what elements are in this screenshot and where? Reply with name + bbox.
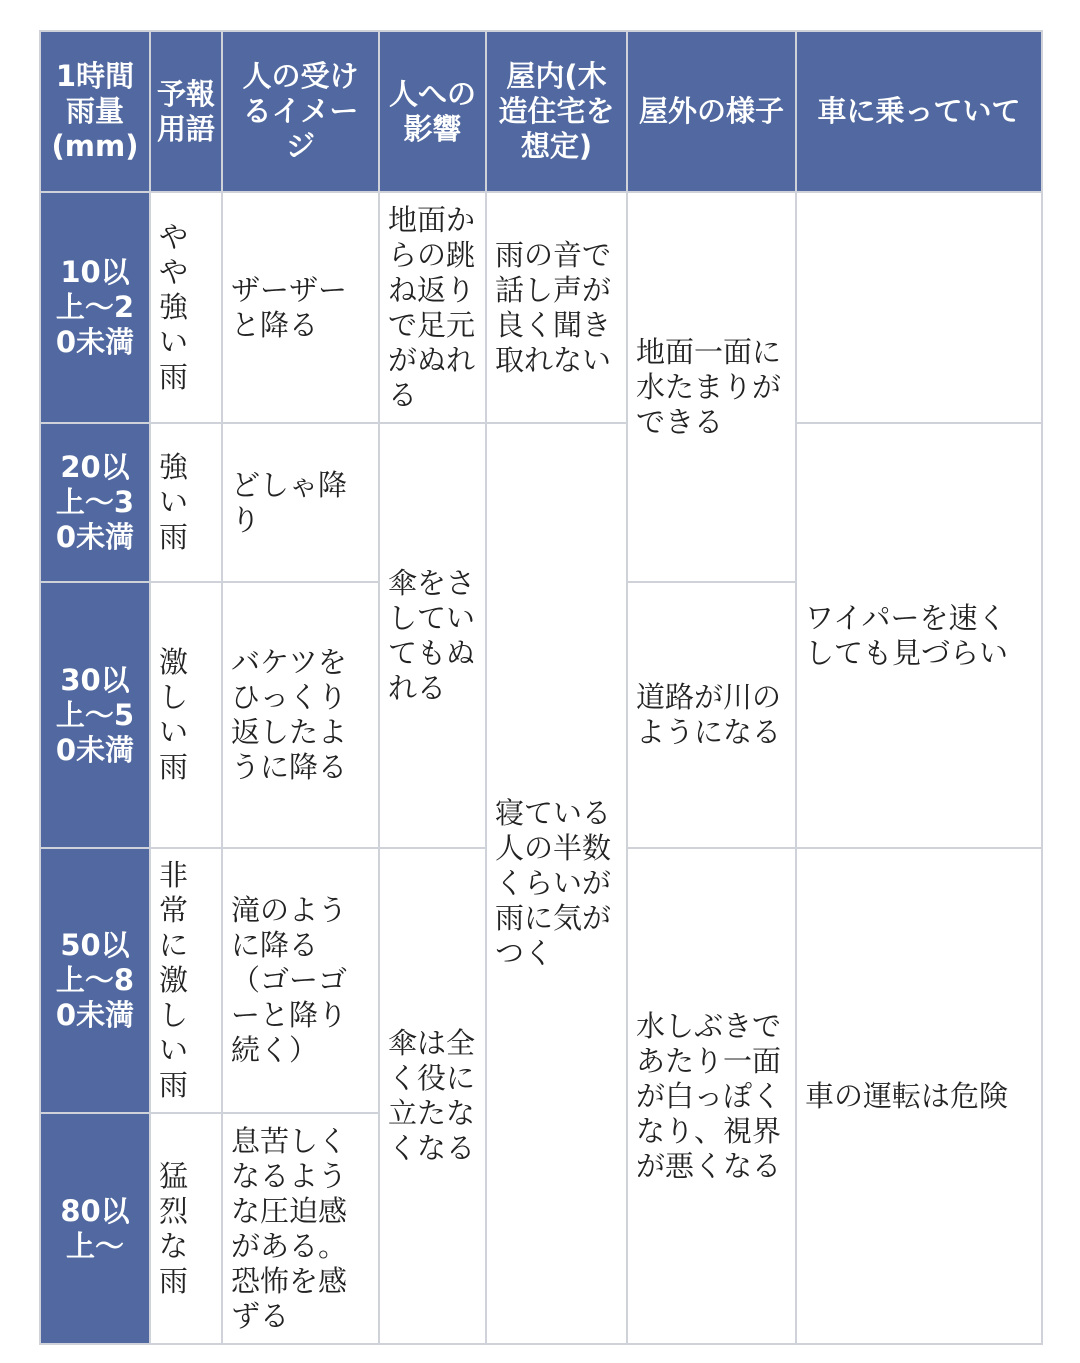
rainfall-amount-cell: 50以上〜80未満	[40, 848, 150, 1113]
table-row	[40, 192, 1042, 423]
in-car-cell	[796, 192, 1042, 423]
header-perceived-image: 人の受けるイメージ	[222, 31, 379, 192]
effect-on-people-cell: 地面からの跳ね返りで足元がぬれる	[379, 192, 486, 423]
perceived-image-cell: どしゃ降り	[222, 423, 379, 582]
rainfall-amount-cell: 10以上〜20未満	[40, 192, 150, 423]
in-car-cell: 車の運転は危険	[796, 848, 1042, 1344]
indoor-cell: 雨の音で話し声が良く聞き取れない	[486, 192, 627, 423]
table-row	[40, 423, 1042, 582]
effect-on-people-cell: 傘は全く役に立たなくなる	[379, 848, 486, 1344]
forecast-term-cell: 非常に激しい雨	[150, 848, 222, 1113]
effect-on-people-cell: 傘をさしていてもぬれる	[379, 423, 486, 848]
perceived-image-cell: ザーザーと降る	[222, 192, 379, 423]
outdoor-cell: 地面一面に水たまりができる	[627, 192, 796, 582]
header-outdoor: 屋外の様子	[627, 31, 796, 192]
rainfall-amount-cell: 20以上〜30未満	[40, 423, 150, 582]
rainfall-intensity-table	[39, 30, 1043, 1345]
in-car-cell: ワイパーを速くしても見づらい	[796, 423, 1042, 848]
outdoor-cell: 道路が川のようになる	[627, 582, 796, 848]
header-row	[40, 31, 1042, 192]
rainfall-amount-cell: 80以上〜	[40, 1113, 150, 1344]
header-effect-on-people: 人への影響	[379, 31, 486, 192]
rainfall-amount-cell: 30以上〜50未満	[40, 582, 150, 848]
header-in-car: 車に乗っていて	[796, 31, 1042, 192]
header-indoor: 屋内(木造住宅を想定)	[486, 31, 627, 192]
perceived-image-cell: バケツをひっくり返したように降る	[222, 582, 379, 848]
header-forecast-term: 予報用語	[150, 31, 222, 192]
perceived-image-cell: 滝のように降る（ゴーゴーと降り続く）	[222, 848, 379, 1113]
forecast-term-cell: 激しい雨	[150, 582, 222, 848]
indoor-cell: 寝ている人の半数くらいが雨に気がつく	[486, 423, 627, 1344]
perceived-image-cell: 息苦しくなるような圧迫感がある。恐怖を感ずる	[222, 1113, 379, 1344]
forecast-term-cell: 強い雨	[150, 423, 222, 582]
header-hourly-rainfall: 1時間雨量(mm)	[40, 31, 150, 192]
forecast-term-cell: 猛烈な雨	[150, 1113, 222, 1344]
outdoor-cell: 水しぶきであたり一面が白っぽくなり、視界が悪くなる	[627, 848, 796, 1344]
forecast-term-cell: やや強い雨	[150, 192, 222, 423]
